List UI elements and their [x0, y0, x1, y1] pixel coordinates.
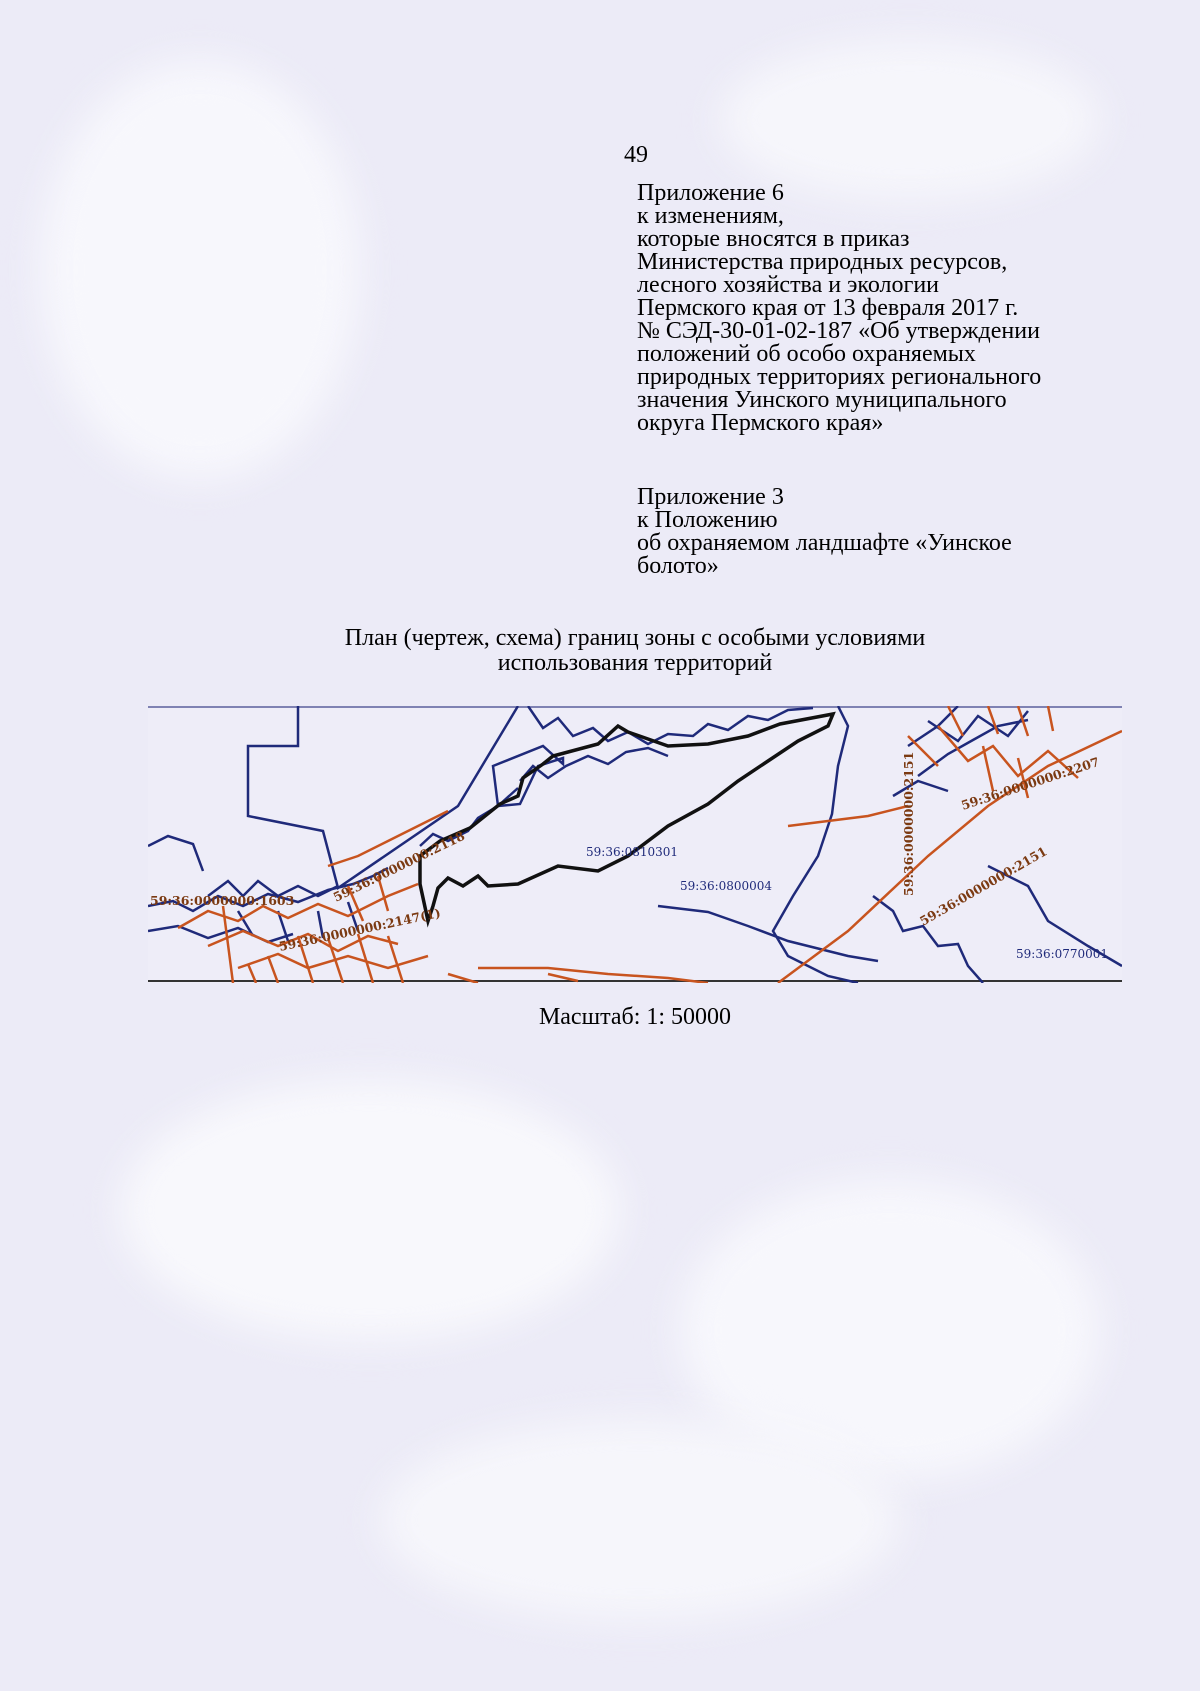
- scan-texture: [720, 40, 1100, 200]
- annex-line: лесного хозяйства и экологии: [637, 272, 940, 298]
- map-scale: Масштаб: 1: 50000: [538, 1004, 732, 1030]
- parcel-label: 59:36:0000000:2207: [959, 753, 1102, 813]
- annex-line: болото»: [637, 553, 719, 579]
- annex-line: значения Уинского муниципального: [637, 387, 1007, 413]
- annex-line: положений об особо охраняемых: [637, 341, 976, 367]
- annex-line: к Положению: [637, 507, 778, 533]
- parcel-label: 59:36:0000000:2118: [330, 827, 468, 905]
- annex-line: которые вносятся в приказ: [637, 226, 910, 252]
- plan-title-line: План (чертеж, схема) границ зоны с особыми условиями: [344, 625, 926, 651]
- annex-3-header: [637, 486, 1107, 578]
- quarter-label: 59:36:0770001: [1016, 947, 1109, 961]
- parcel-label: 59:36:0000000:2151: [901, 751, 916, 896]
- plan-title-line: использования территорий: [497, 650, 773, 676]
- boundary-map: [148, 706, 1122, 983]
- annex-line: природных территориях регионального: [637, 364, 1042, 390]
- map-svg: [148, 706, 1122, 983]
- parcel-label: 59:36:0000000:2151: [917, 843, 1050, 929]
- scan-texture: [120, 1080, 620, 1340]
- quarter-label: 59:36:0810301: [586, 845, 679, 859]
- annex-line: Пермского края от 13 февраля 2017 г.: [637, 295, 1019, 321]
- scan-texture: [40, 60, 360, 480]
- parcel-label: 59:36:0000000:2147(1): [277, 904, 442, 954]
- annex-line: об охраняемом ландшафте «Уинское: [637, 530, 1012, 556]
- annex-6-header: [637, 182, 1107, 435]
- annex-line: Приложение 6: [637, 180, 784, 206]
- annex-line: № СЭД-30-01-02-187 «Об утверждении: [637, 318, 1040, 344]
- quarter-label: 59:36:0800004: [680, 879, 773, 893]
- annex-line: Приложение 3: [637, 484, 784, 510]
- plan-title: [230, 626, 1040, 676]
- scan-texture: [380, 1420, 900, 1620]
- annex-line: округа Пермского края»: [637, 410, 884, 436]
- annex-line: к изменениям,: [637, 203, 784, 229]
- annex-line: Министерства природных ресурсов,: [637, 249, 1008, 275]
- parcel-label: 59:36:0000000:1603: [150, 893, 295, 908]
- page-number: 49: [624, 142, 648, 168]
